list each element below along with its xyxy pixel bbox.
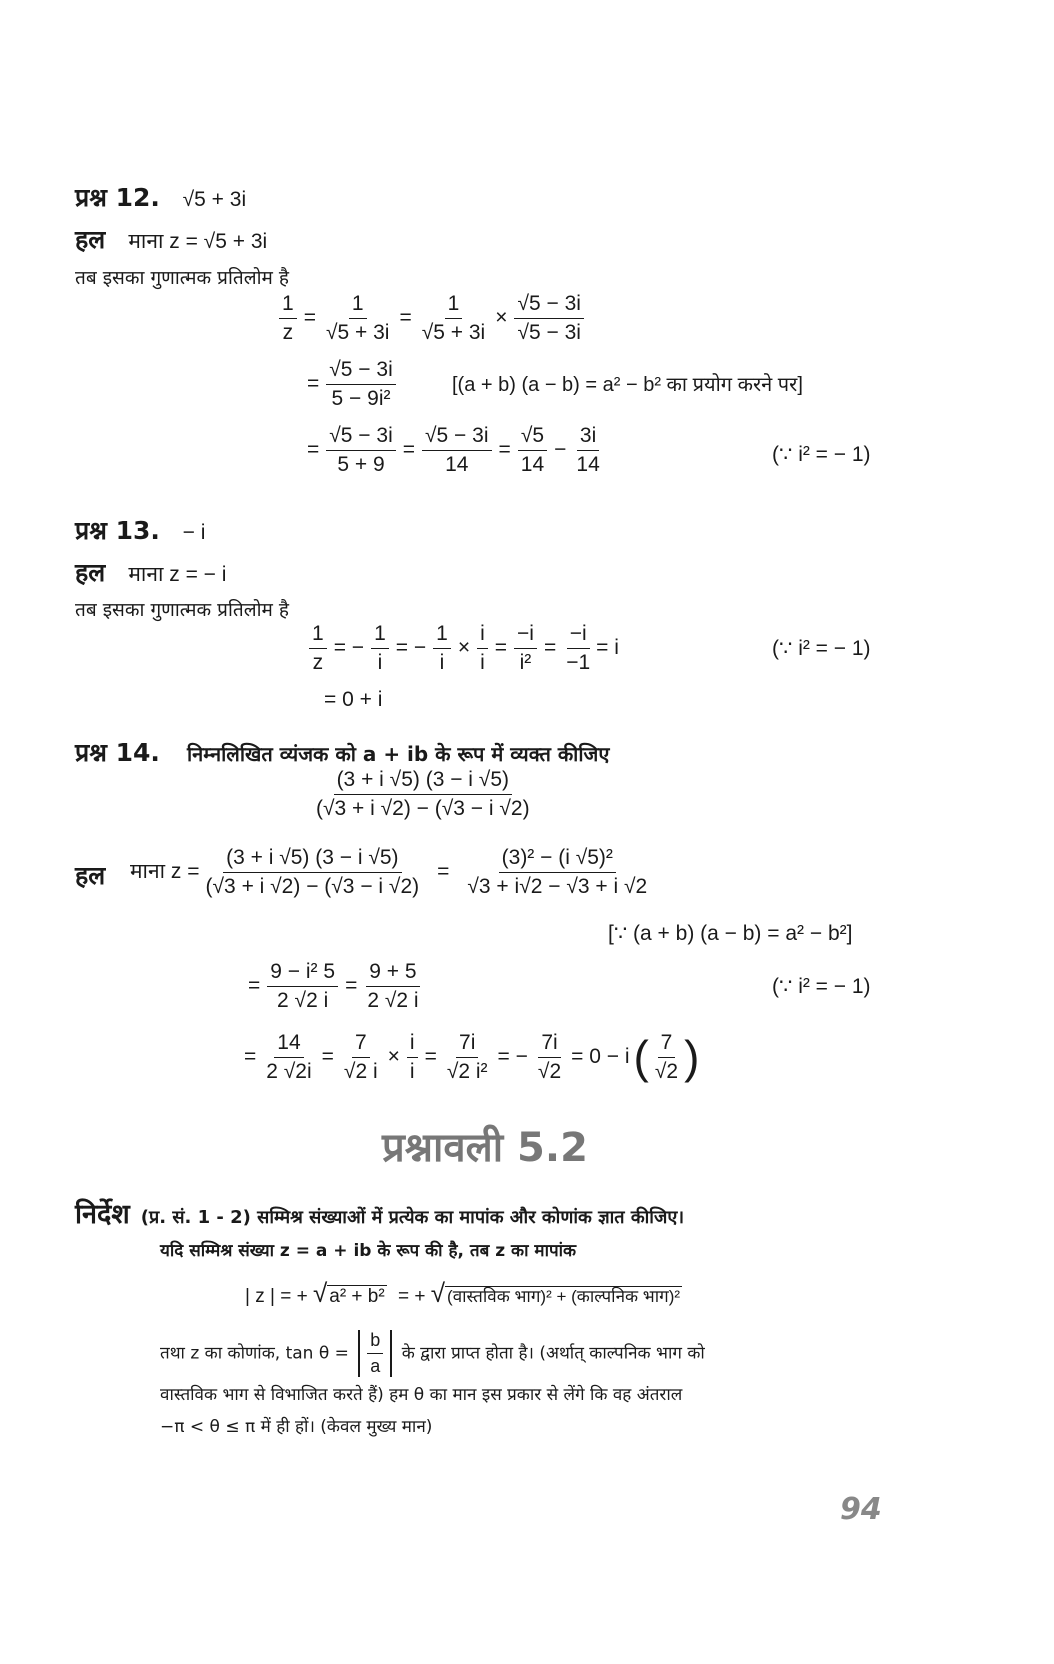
q12-step3: = $\frac{√5 - 3i}{5 + 9}$ = $\frac{√5 - 3i}{14}$ = $\frac{√5}{14}$ − $\frac{3i}{14}$	[303, 424, 606, 477]
argument-line: तथा z का कोणांक, tan θ = $\frac{b}{a}$ के द्वारा प्राप्त होता है। (अर्थात् काल्पनिक भाग को	[160, 1330, 705, 1376]
q12-hal-label: हल	[75, 225, 106, 254]
q13-result: = 0 + i	[324, 688, 383, 711]
q14-s3-frac: $\frac{\text{9 − i² 5}}{2 √2 i}$	[267, 960, 338, 1013]
q12-s3-f2: $\frac{√5 - 3i}{14}$	[422, 424, 491, 477]
q14-step1: माना z = $\frac{(3 + i √5) (3 - i √5)}{(√3 + i √2) - (√3 - i √2)}$ = $\frac{\text{(3)² − (i √5)²}}{√3 + i√2 - √3 + i √2}$	[130, 846, 653, 899]
q13-f3: $\frac{1}{i}$	[433, 622, 451, 675]
q12-s1-f3: $\frac{1}{√5 + 3i}$	[421, 292, 486, 344]
q12-s3-f1: $\frac{√5 - 3i}{5 + 9}$	[326, 424, 395, 477]
q14-step2: = $\frac{\text{9 − i² 5}}{2 √2 i}$ = $\frac{9 + 5}{2 √2 i}$	[244, 960, 425, 1013]
q12-step1: $\frac{1}{z}$ = $\frac{1}{√5 + 3i}$ = $\frac{1}{√5 + 3i}$ × $\frac{√5 - 3i}{√5 - 3i}$	[276, 292, 587, 345]
nirdesh-label: निर्देश	[75, 1199, 130, 1230]
q12-label: प्रश्न 12. √5 + 3i	[75, 183, 247, 212]
modulus-intro: यदि सम्मिश्र संख्या z = a + ib के रूप की है, तब z का मापांक	[160, 1241, 577, 1261]
q13-label: प्रश्न 13. − i	[75, 516, 206, 545]
q13-f1: $\frac{1}{z}$	[309, 622, 327, 675]
q13-let: माना z = − i	[128, 563, 227, 586]
q13-note: (∵ i² = − 1)	[772, 637, 871, 660]
modulus-formula: | z | = + √ a² + b² = + √ (वास्तविक भाग)² + (काल्पनिक भाग)²	[245, 1278, 681, 1308]
q13-step1: $\frac{1}{z}$ = − $\frac{1}{i}$ = − $\frac{1}{i}$ × $\frac{i}{i}$ = $\frac{-i}{\text{i²}}$ = $\frac{-i}{-1}$ = i	[306, 622, 619, 675]
q12-step2-note: [(a + b) (a − b) = a² − b² का प्रयोग करने पर]	[452, 374, 803, 396]
q13-f2: $\frac{1}{i}$	[371, 622, 389, 675]
q14-step3: = $\frac{14}{2 √2i}$ = $\frac{7}{√2 i}$ × $\frac{i}{i}$ = $\frac{7i}{\text{√2 i²}}$ = − $\frac{7i}{√2}$ = 0 − i( $\frac{7}{√2}$ )	[244, 1030, 700, 1083]
q12-s1-f2: $\frac{1}{√5 + 3i}$	[325, 292, 390, 344]
q13-f5: $\frac{-i}{\text{i²}}$	[514, 622, 537, 675]
q12-intro: तब इसका गुणात्मक प्रतिलोम है	[75, 267, 289, 289]
q13-f6: $\frac{-i}{-1}$	[566, 622, 591, 674]
q12-step3-note: (∵ i² = − 1)	[772, 443, 871, 466]
q14-note1: [∵ (a + b) (a − b) = a² − b²]	[608, 922, 853, 945]
q13-solution-line	[75, 555, 226, 589]
q14-note2: (∵ i² = − 1)	[772, 975, 871, 998]
q14-s6-frac: $\frac{7}{√2 i}$	[343, 1030, 378, 1083]
q14-s7-frac: $\frac{i}{i}$	[407, 1031, 418, 1084]
q12-s2-frac: $\frac{√5 - 3i}{\text{5 − 9i²}}$	[326, 358, 395, 411]
q14-s9-frac: $\frac{7i}{√2}$	[537, 1030, 562, 1083]
q12-solution-line	[75, 222, 267, 256]
q12-s3-f3: $\frac{√5}{14}$	[518, 424, 547, 477]
q12-step2: = $\frac{√5 - 3i}{\text{5 − 9i²}}$	[303, 358, 399, 411]
argument-line-2: वास्तविक भाग से विभाजित करते हैं) हम θ का मान इस प्रकार से लेंगे कि वह अंतराल	[160, 1385, 683, 1405]
q14-s11-frac: $\frac{7}{√2}$	[654, 1030, 679, 1083]
q13-hal-label: हल	[75, 558, 106, 587]
q12-s1-f4: $\frac{√5 - 3i}{√5 - 3i}$	[514, 292, 583, 345]
q14-s4-frac: $\frac{9 + 5}{2 √2 i}$	[367, 960, 419, 1012]
q13-f4: $\frac{i}{i}$	[477, 622, 488, 675]
q12-let: माना z = √5 + 3i	[128, 230, 268, 253]
q14-s8-frac: $\frac{7i}{\text{√2 i²}}$	[446, 1030, 488, 1083]
q14-statement: निम्नलिखित व्यंजक को a + ib के रूप में व्यक्त कीजिए	[187, 742, 610, 766]
q14-hal-label: हल	[75, 861, 106, 890]
q12-expression: √5 + 3i	[182, 188, 247, 211]
q14-s5-frac: $\frac{14}{2 √2i}$	[266, 1030, 312, 1083]
q12-s3-f4: $\frac{3i}{14}$	[576, 424, 600, 476]
q14-s2-frac: $\frac{\text{(3)² − (i √5)²}}{√3 + i√2 - √3 + i √2}$	[467, 846, 648, 898]
exercise-instruction	[75, 1194, 684, 1231]
q14-header	[75, 735, 609, 769]
q14-label: प्रश्न 14.	[75, 738, 160, 767]
q14-given-expression: $\frac{(3 + i √5) (3 - i √5)}{(√3 + i √2) - (√3 - i √2)}$	[316, 768, 530, 820]
q12-s1-lhs: $\frac{1}{z}$	[279, 292, 297, 345]
q13-intro: तब इसका गुणात्मक प्रतिलोम है	[75, 599, 289, 621]
exercise-heading: प्रश्नावली 5.2	[382, 1125, 588, 1171]
q14-s1-frac: $\frac{(3 + i √5) (3 - i √5)}{(√3 + i √2) - (√3 - i √2)}$	[205, 846, 420, 898]
page-number: 94	[840, 1492, 882, 1527]
instruction-text: (प्र. सं. 1 - 2) सम्मिश्र संख्याओं में प्रत्येक का मापांक और कोणांक ज्ञात कीजिए।	[140, 1207, 685, 1228]
q13-expression: − i	[182, 521, 206, 544]
argument-line-3: −π < θ ≤ π में ही हों। (केवल मुख्य मान)	[160, 1417, 433, 1437]
